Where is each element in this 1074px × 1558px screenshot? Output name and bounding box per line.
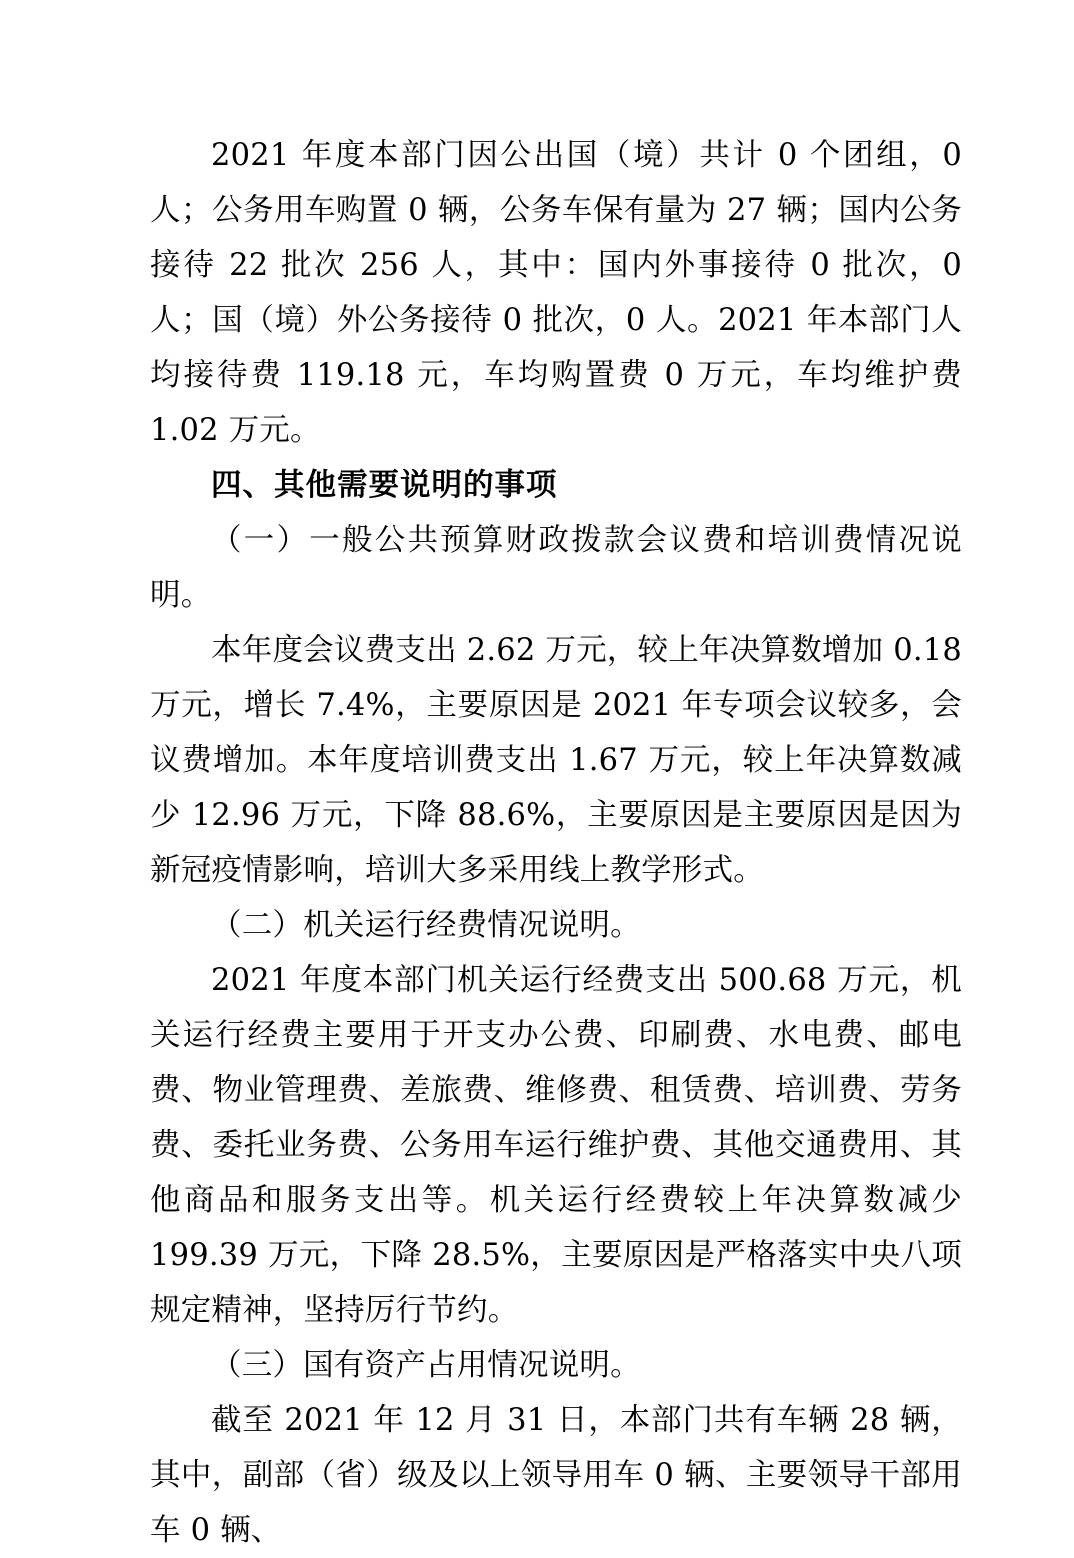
heading-section-four: 四、其他需要说明的事项 xyxy=(211,468,558,503)
document-body xyxy=(150,128,962,1558)
subheading-operating-cost: （二）机关运行经费情况说明。 xyxy=(211,908,641,943)
paragraph-overseas-travel: 2021 年度本部门因公出国（境）共计 0 个团组，0 人；公务用车购置 0 辆，公务车保有量为 27 辆；国内公务接待 22 批次 256 人，其中：国内外事接待 0 批次，0 人；国（境）外公务接待 0 批次，0 人。2021 年本部门人均接待费 119.18 元，车均购置费 0 万元，车均维护费 1.02 万元。 xyxy=(150,138,962,448)
paragraph-state-assets: 截至 2021 年 12 月 31 日，本部门共有车辆 28 辆，其中，副部（省）级及以上领导用车 0 辆、主要领导干部用车 0 辆、 xyxy=(150,1403,962,1548)
subheading-meeting-training: （一）一般公共预算财政拨款会议费和培训费情况说明。 xyxy=(150,523,962,613)
paragraph-operating-cost: 2021 年度本部门机关运行经费支出 500.68 万元，机关运行经费主要用于开支办公费、印刷费、水电费、邮电费、物业管理费、差旅费、维修费、租赁费、培训费、劳务费、委托业务费、公务用车运行维护费、其他交通费用、其他商品和服务支出等。机关运行经费较上年决算数减少 199.39 万元，下降 28.5%，主要原因是严格落实中央八项规定精神，坚持厉行节约。 xyxy=(150,963,962,1328)
paragraph-meeting-training: 本年度会议费支出 2.62 万元，较上年决算数增加 0.18 万元，增长 7.4%，主要原因是 2021 年专项会议较多，会议费增加。本年度培训费支出 1.67 万元，较上年决算数减少 12.96 万元，下降 88.6%，主要原因是主要原因是因为新冠疫情影响，培训大多采用线上教学形式。 xyxy=(150,633,962,888)
subheading-state-assets: （三）国有资产占用情况说明。 xyxy=(211,1348,641,1383)
